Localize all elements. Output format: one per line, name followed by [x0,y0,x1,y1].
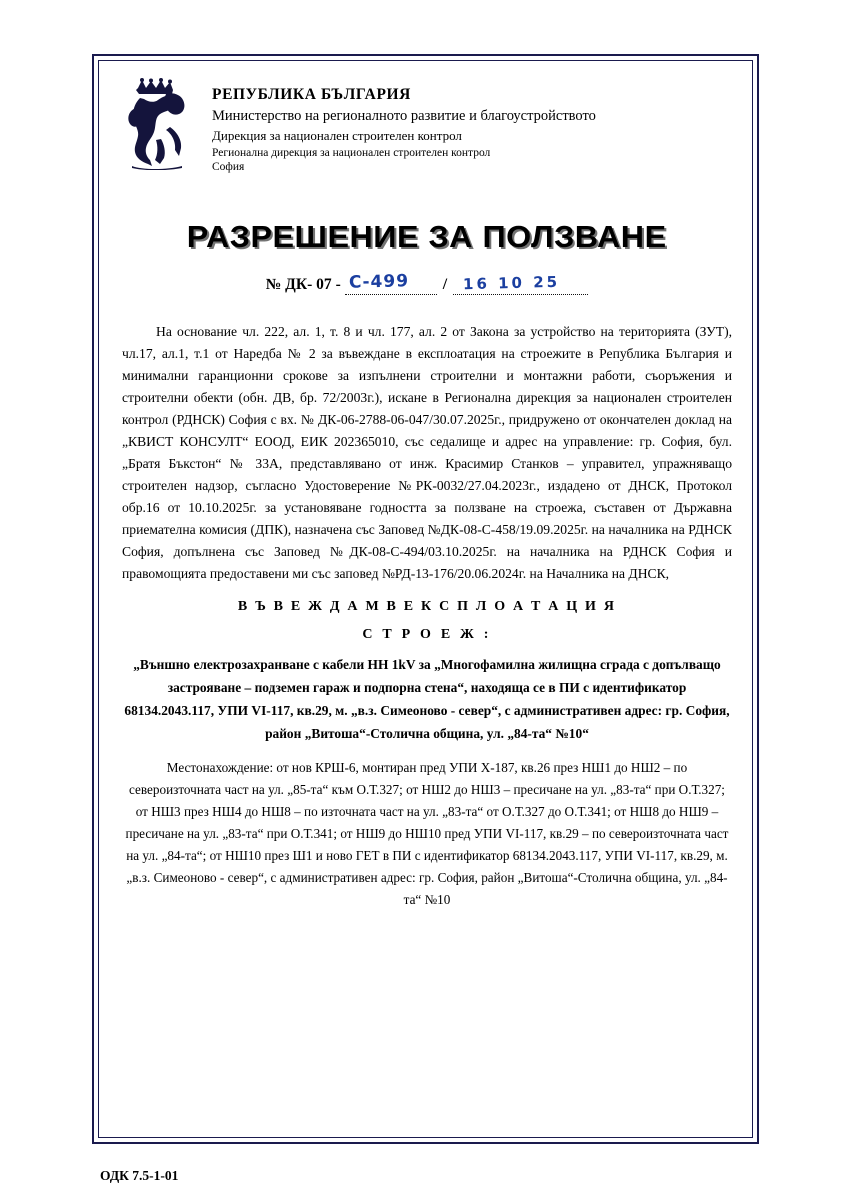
document-number-label: № ДК- 07 [265,276,332,293]
title-block [122,219,732,255]
republic-title: РЕПУБЛИКА БЪЛГАРИЯ [212,86,411,103]
regional-directorate-title: Регионална дирекция за национален строителен контрол [212,147,491,159]
header-text-block [212,78,596,173]
ministry-title: Министерство на регионалното развитие и благоустройството [212,108,596,124]
directorate-title: Дирекция за национален строителен контрол [212,128,462,143]
coat-of-arms-lion-icon [122,78,194,170]
legal-basis-paragraph: На основание чл. 222, ал. 1, т. 8 и чл. 177, ал. 2 от Закона за устройство на територията (ЗУТ), чл.17, ал.1, т.1 от Наредба № 2 за въвеждане в експлоатация на строежите в Република България и минимални гаранционни срокове за изпълнени строителни и монтажни работи, съоръжения и строителни обекти (обн. ДВ, бр. 72/2003г.), искане в Регионална дирекция за национален строителен контрол (РДНСК) София с вх. № ДК-06-2788-06-047/30.07.2025г., придружено от окончателен доклад на „КВИСТ КОНСУЛТ“ ЕООД, ЕИК 202365010, със седалище и адрес на управление: гр. София, бул. „Братя Бъкстон“ № 33А, представлявано от инж. Красимир Станков – управител, упражняващо строителен надзор, съгласно Удостоверение №РК-0032/27.04.2023г., издадено от ДНСК, Протокол обр.16 от 10.10.2025г. за установяване годността за ползване на строежа, съставен от Държавна приемателна комисия (ДПК), назначена със Заповед №ДК-08-С-458/19.09.2025г. на началника на РДНСК София, допълнена със Заповед №ДК-08-С-494/03.10.2025г. на началника на РДНСК София и правомощията предоставени ми със заповед №РД-13-176/20.06.2024г. на Началника на ДНСК, [122,324,732,582]
document-number-date-field[interactable] [453,273,588,295]
form-code-footer: ОДК 7.5-1-01 [100,1168,179,1183]
document-number-separator: / [442,276,448,293]
declaration-heading: В Ъ В Е Ж Д А М В Е К С П Л О А Т А Ц И Я [237,599,617,615]
object-description: „Външно електрозахранване с кабели НН 1kV за „Многофамилна жилищна сграда с допълващо застрояване – подземен гараж и подпорна стена“, находяща се в ПИ с идентификатор 68134.2043.117, УПИ VI-117, кв.29, м. „в.з. Симеоново - север“, с административен адрес: гр. София, район „Витоша“-Столична община, ул. „84-та“ №10“ [124,657,730,742]
location-description: Местонахождение: от нов КРШ-6, монтиран пред УПИ X-187, кв.26 през НШ1 до НШ2 – по североизточната част на ул. „85-та“ към О.Т.327; от НШ2 до НШ3 – пресичане на ул. „83-та“ при О.Т.327; от НШ3 през НШ4 до НШ8 – по източната част на ул. „83-та“ от О.Т.327 до О.Т.341; от НШ8 до НШ9 – пресичане на ул. „83-та“ при О.Т.341; от НШ9 до НШ10 пред УПИ VI-117, кв.29 – по североизточната част на ул. „84-та“; от НШ10 през Ш1 и ново ГЕТ в ПИ с идентификатор 68134.2043.117, УПИ VI-117, кв.29, м. „в.з. Симеоново - север“, с административен адрес: гр. София, район „Витоша“-Столична община, ул. „84-та“ №10 [125,760,729,907]
document-content [122,78,732,911]
document-number-code-field[interactable] [345,273,437,295]
document-number-line [122,273,732,295]
document-header [122,78,732,173]
document-number-date-value: 16 10 25 [463,272,561,294]
document-number-dash: - [335,276,341,293]
document-number-code-value: С-499 [348,271,410,293]
city-name: София [212,161,245,173]
object-heading: С Т Р О Е Ж : [362,627,492,643]
page-title: РАЗРЕШЕНИЕ ЗА ПОЛЗВАНЕ [187,219,667,254]
